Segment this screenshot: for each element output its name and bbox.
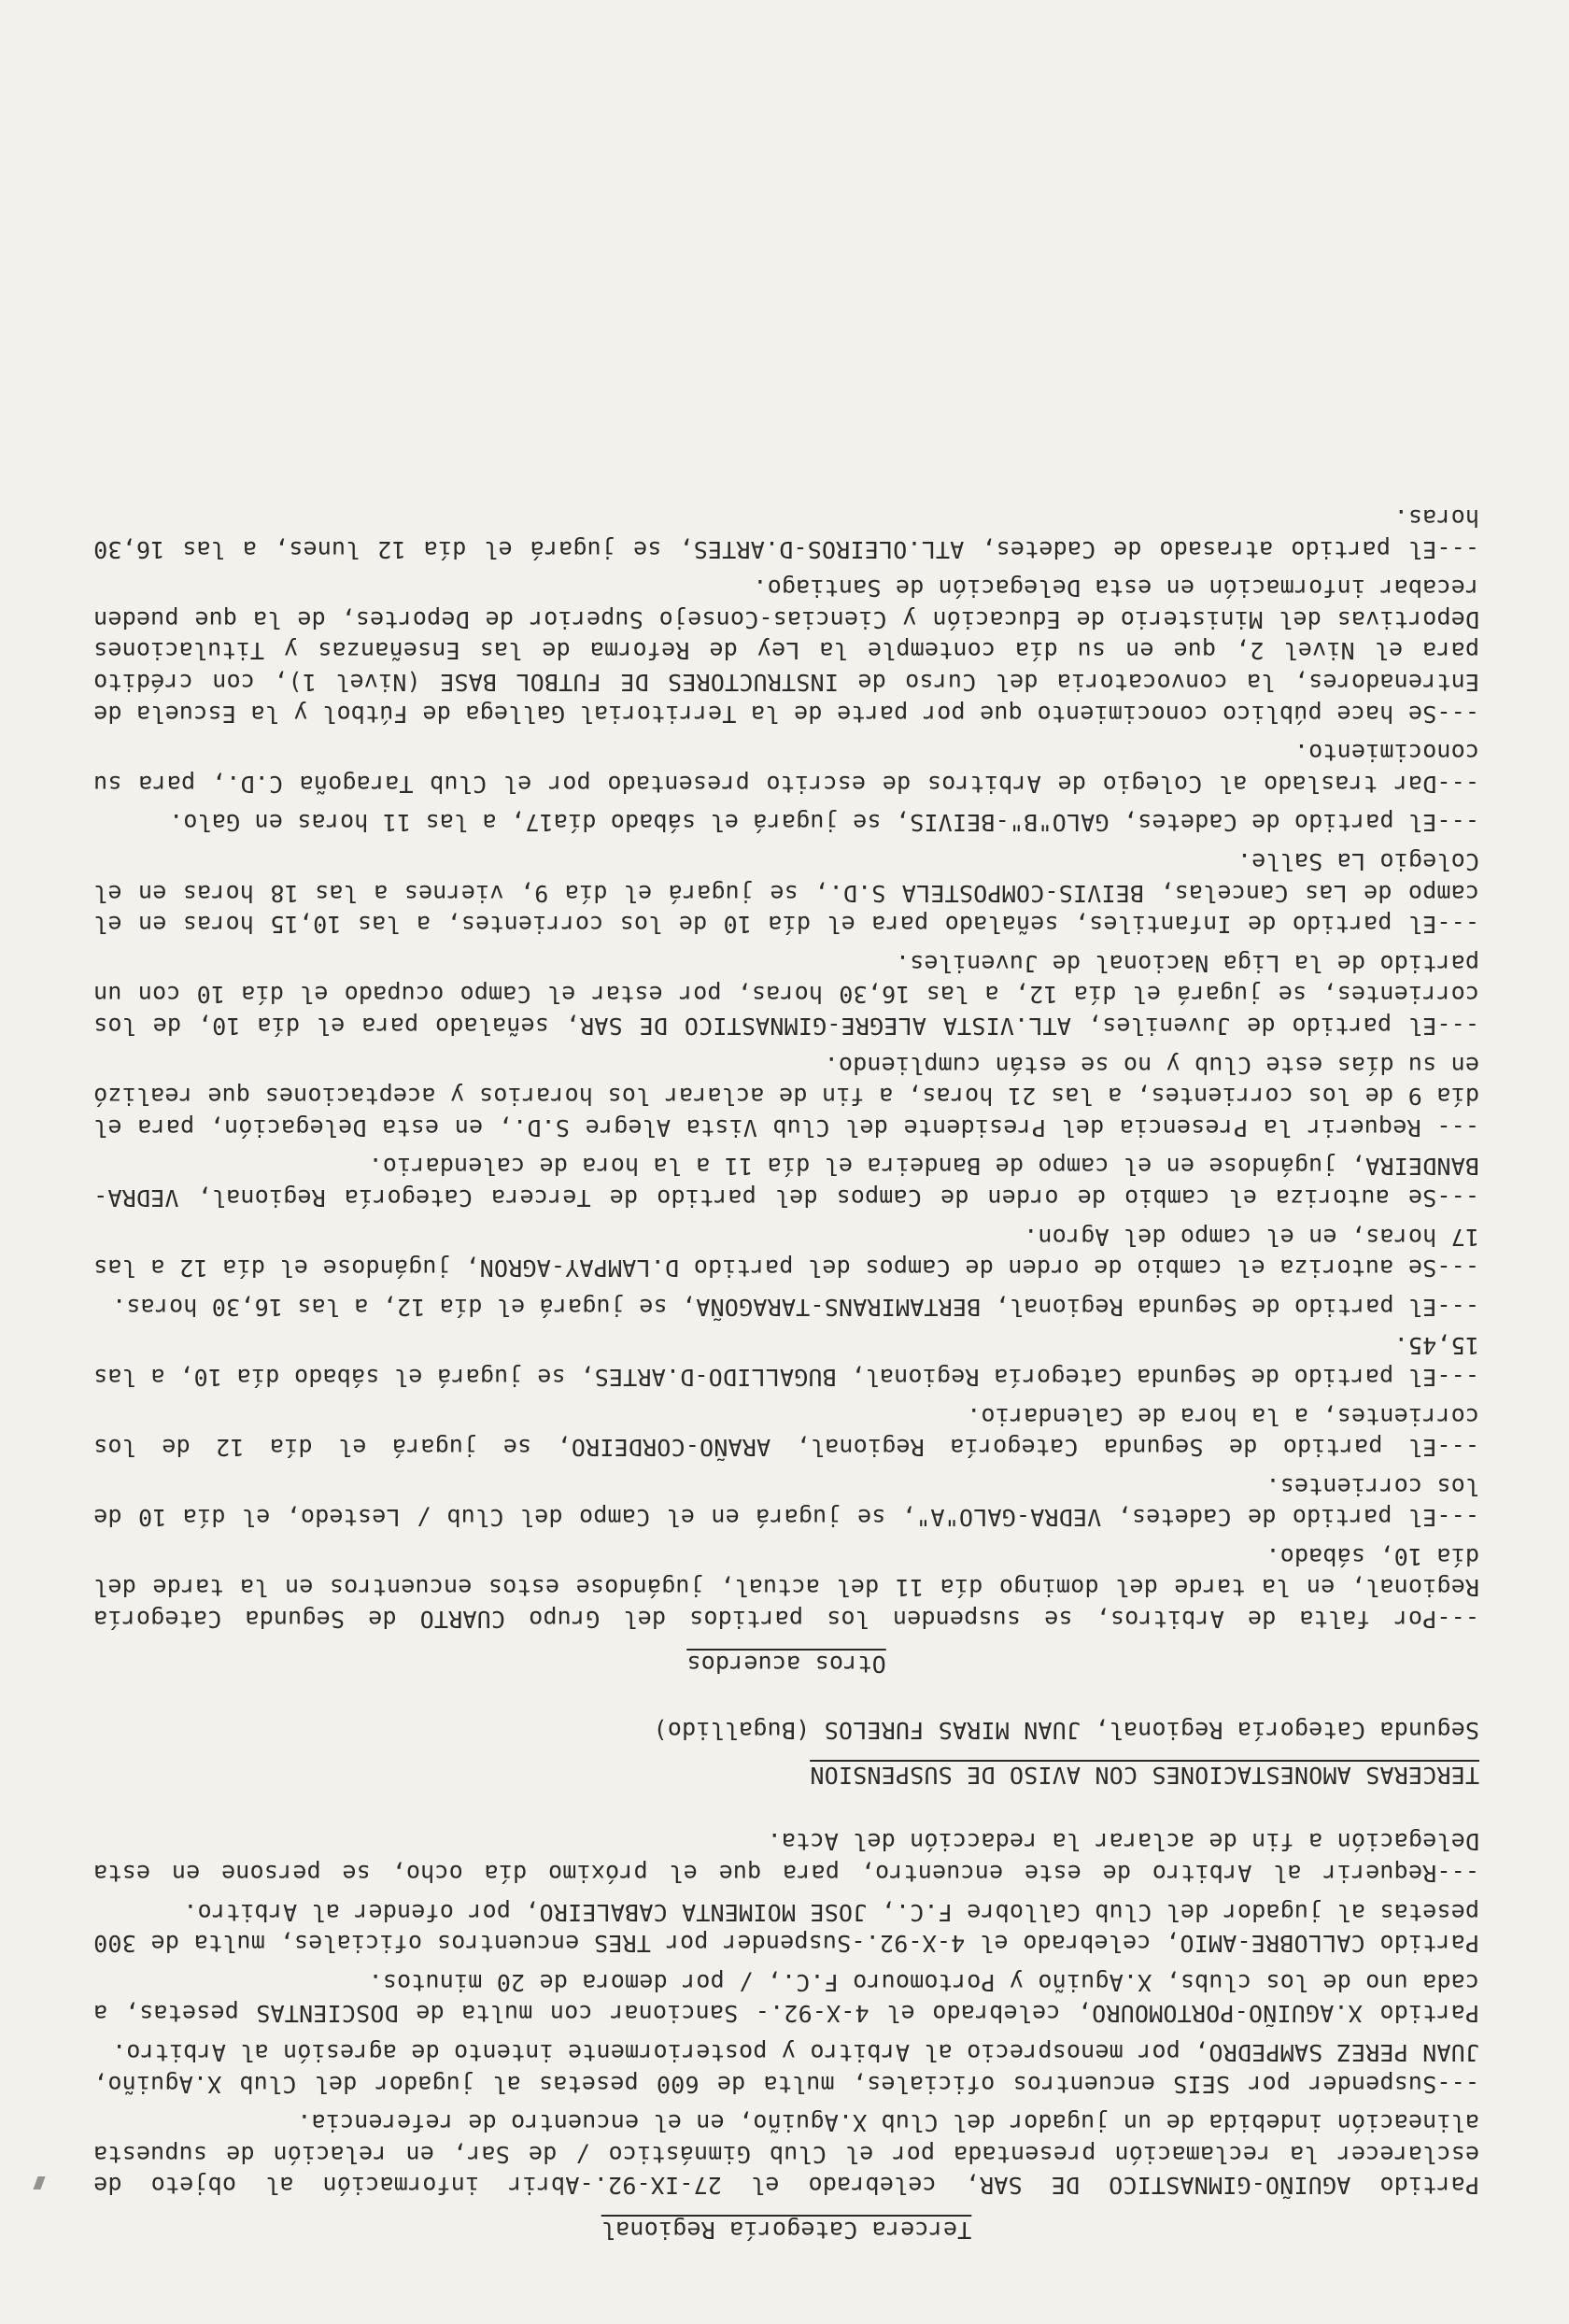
agreement-item: ---El partido atrasado de Cadetes, ATL.OLEIROS-D.ARTES, se jugará el día 12 lunes, a las 16,30 horas. [93, 504, 1479, 563]
agreement-item: ---Se autoriza el cambio de orden de Campos del partido D.LAMPAY-AGRON, jugándose el día 12 a las 17 horas, en el campo del Agron. [93, 1223, 1479, 1282]
paragraph-callobre-amio: Partido CALLOBRE-AMIO, celebrado el 4-X-92.-Suspender por TRES encuentros oficiales, multa de 300 pesetas al jugador del Club Callobre F.C., JOSE MOIMENTA CABALEIRO, por ofender al Arbitro. [93, 1898, 1479, 1958]
agreement-item: --- Requerir la Presencia del Presidente del Club Vista Alegre S.D., en esta Delegación, para el día 9 de los corrientes, a las 21 horas, a fin de aclarar los horarios y aceptaciones que realizó en su días este Club y no se están cumpliendo. [93, 1051, 1479, 1141]
paragraph-aguino-sar: Partido AGUIÑO-GIMNASTICO DE SAR, celebrado el 27-IX-92.-Abrir información al objeto de esclarecer la reclamación presentada por el Club Gimnástico / de Sar, en relación de supuesta alineación indebida de un jugador del Club X.Aguiño, en el encuentro de referencia. [93, 2109, 1479, 2200]
agreement-item: ---Se autoriza el cambio de orden de Campos del partido de Tercera Categoría Regional, VEDRA-BANDEIRA, jugándose en el campo de Bandeira el día 11 a la hora de calendario. [93, 1153, 1479, 1212]
agreement-item: ---El partido de Juveniles, ATL.VISTA ALEGRE-GIMNASTICO DE SAR, señalado para el día 10, de los corrientes, se jugará el día 12, a las 16,30 horas, por estar el Campo ocupado el día 10 con un partido de la Liga Nacional de Juveniles. [93, 949, 1479, 1040]
agreement-item: ---El partido de Infantiles, señalado para el día 10 de los corrientes, a las 10,15 horas en el campo de Las Cancelas, BEIVIS-COMPOSTELA S.D., se jugará el día 9, viernes a las 18 horas en el Colegio La Salle. [93, 848, 1479, 939]
paragraph-suspension-perez: ---Suspender por SEIS encuentros oficiales, multa de 600 pesetas al jugador del Club X.Aguiño, JUAN PEREZ SAMPEDRO, por menosprecio al Arbitro y posteriormente intento de agresión al Arbitro. [93, 2039, 1479, 2098]
agreement-item: ---El partido de Segunda Categoría Regional, ARAÑO-CORDEIRO, se jugará el día 12 de los corrientes, a la hora de Calendario. [93, 1402, 1479, 1462]
section-heading-otros: Otros acuerdos [686, 1650, 886, 1678]
agreement-item: ---El partido de Cadetes, VEDRA-GALO"A", se jugará en el Campo del Club / Lestedo, el día 10 de los corrientes. [93, 1472, 1479, 1532]
agreement-item: ---Por falta de Arbitros, se suspenden los partidos del Grupo CUARTO de Segunda Categoría Regional, en la tarde del domingo día 11 del actual, jugándose estos encuentros en la tarde del día 10, sábado. [93, 1542, 1479, 1634]
paragraph-requerir-arbitro: ---Requerir al Arbitro de este encuentro, para que el próximo día ocho, se persone en esta Delegación a fin de aclarar la redacción del Acta. [93, 1828, 1479, 1888]
section-heading-amonestaciones: TERCERAS AMONESTACIONES CON AVISO DE SUSPENSION [810, 1761, 1479, 1789]
agreement-item: ---El partido de Segunda Categoría Regional, BUGALLIDO-D.ARTES, se jugará el sábado día 10, a las 15,45. [93, 1332, 1479, 1391]
agreement-item: ---El partido de Cadetes, GALO"B"-BEIVIS, se jugará el sábado día17, a las 11 horas en Galo. [168, 809, 1479, 837]
suspension-entry: Segunda Categoría Regional, JUAN MIRAS FURELOS (Bugallido) [653, 1717, 1479, 1745]
section-heading-tercera: Tercera Categoría Regional [601, 2217, 972, 2244]
agreement-item: ---El partido de Segunda Regional, BERTAMIRANS-TARAGOÑA, se jugará el día 12, a las 16,30 horas. [111, 1293, 1479, 1321]
agreement-item: ---Dar traslado al Colegio de Arbitros de escrito presentado por el Club Taragoña C.D., para su conocimiento. [93, 739, 1479, 798]
paragraph-aguino-portomouro: Partido X.AGUIÑO-PORTOMOURO, celebrado el 4-X-92.- Sancionar con multa de DOSCIENTAS pesetas, a cada uno de los clubs, X.Aguiño y Portomouro F.C., / por demora de 20 minutos. [93, 1968, 1479, 2028]
agreement-item: ---Se hace público conocimiento que por parte de la Territorial Gallega de Fútbol y la Escuela de Entrenadores, la convocatoria del Curso de INSTRUCTORES DE FUTBOL BASE (Nivel 1), con crédito para el Nivel 2, que en su día contemple la Ley de Reforma de las Enseñanzas y Titulaciones Deportivas del Ministerio de Educación y Ciencias-Consejo Superior de Deportes, de la que pueden recabar información en esta Delegación de Santiago. [93, 574, 1479, 728]
